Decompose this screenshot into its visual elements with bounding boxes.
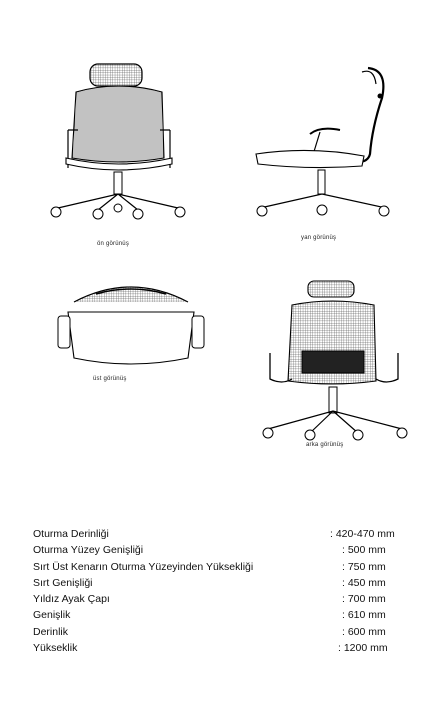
- spec-row: [33, 544, 413, 560]
- spec-value: : 610 mm: [342, 609, 386, 622]
- spec-label: Sırt Genişliği: [33, 576, 93, 589]
- spec-value: : 750 mm: [342, 560, 386, 573]
- spec-value: : 500 mm: [342, 544, 386, 557]
- spec-row: [33, 593, 413, 609]
- spec-label: Oturma Yüzey Genişliği: [33, 544, 144, 557]
- spec-row: [33, 577, 413, 593]
- spec-value: : 700 mm: [342, 593, 386, 606]
- back-view-drawing: [262, 275, 412, 445]
- spec-value: : 420-470 mm: [330, 528, 395, 540]
- spec-label: Genişlik: [33, 609, 71, 622]
- top-view-drawing: [56, 272, 206, 372]
- back-view-caption: arka görünüş: [306, 442, 344, 448]
- spec-row: [33, 609, 413, 625]
- side-view-drawing: [250, 58, 400, 223]
- spec-label: Oturma Derinliği: [33, 528, 109, 540]
- spec-row: [33, 626, 413, 642]
- spec-label: Derinlik: [33, 625, 69, 638]
- spec-label: Yükseklik: [33, 642, 78, 655]
- spec-table: [33, 528, 413, 658]
- spec-value: : 1200 mm: [338, 642, 388, 655]
- spec-row: [33, 528, 413, 544]
- front-view-caption: ön görünüş: [97, 241, 130, 247]
- spec-label: Yıldız Ayak Çapı: [33, 593, 110, 606]
- spec-row: [33, 642, 413, 658]
- spec-value: : 600 mm: [342, 625, 386, 638]
- front-view-drawing: [38, 58, 198, 223]
- spec-label: Sırt Üst Kenarın Oturma Yüzeyinden Yüksekliği: [33, 560, 254, 573]
- spec-value: : 450 mm: [342, 576, 386, 589]
- top-view-caption: üst görünüş: [93, 376, 127, 382]
- side-view-caption: yan görünüş: [301, 235, 337, 241]
- spec-row: [33, 561, 413, 577]
